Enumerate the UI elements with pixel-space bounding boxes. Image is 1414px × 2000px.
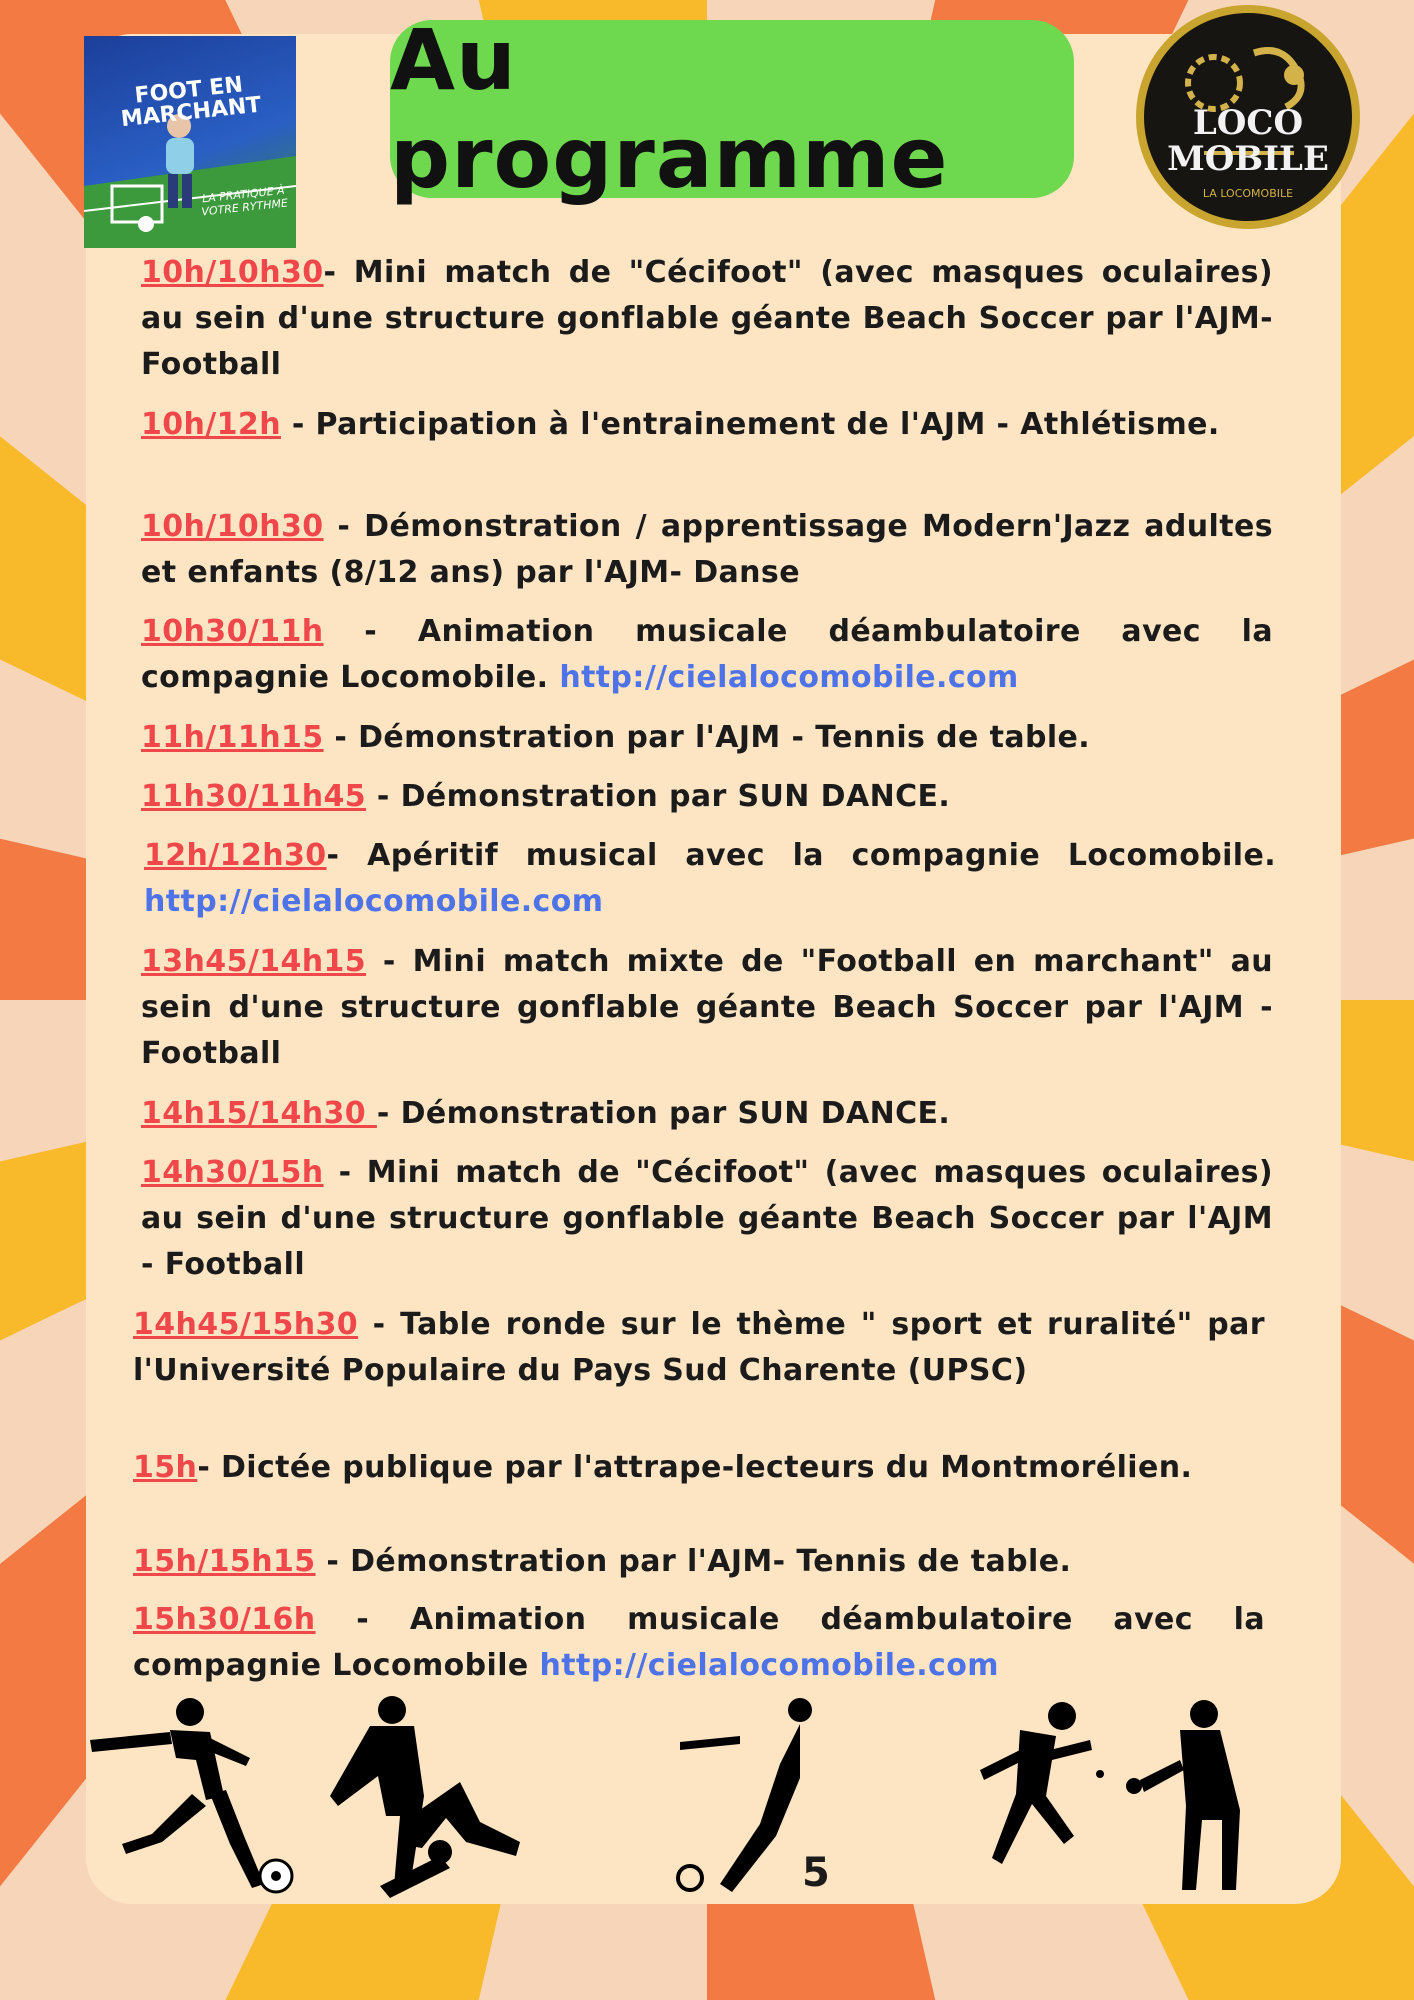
table-tennis-player-icon	[1096, 1700, 1240, 1890]
item-text: - Participation à l'entrainement de l'AJM - Athlétisme.	[280, 407, 1220, 442]
logo-right-title: LOCO MOBILE	[1167, 103, 1329, 179]
program-item	[133, 1302, 1265, 1394]
item-time: 10h/10h30	[141, 255, 324, 290]
item-text: - Démonstration / apprentissage Modern'Jazz adultes et enfants (8/12 ans) par l'AJM- Danse	[141, 509, 1273, 590]
logo-left-title: FOOT EN MARCHANT	[119, 72, 263, 133]
locomobile-link[interactable]: http://cielalocomobile.com	[144, 884, 604, 919]
item-text: - Mini match mixte de "Football en marchant" au sein d'une structure gonflable géante Beach Soccer par l'AJM - Football	[141, 944, 1273, 1071]
program-item	[141, 1091, 1273, 1137]
item-text: - Démonstration par SUN DANCE.	[366, 779, 951, 814]
page-number: 5	[802, 1850, 830, 1896]
item-time: 10h/10h30	[141, 509, 324, 544]
item-text: - Apéritif musical avec la compagnie Locomobile.	[326, 838, 1276, 873]
football-player-icon	[90, 1698, 264, 1888]
logo-left-tagline: LA PRATIQUE À VOTRE RYTHME	[200, 183, 289, 219]
item-text: - Animation musicale déambulatoire avec la compagnie Locomobile.	[141, 614, 1273, 695]
item-time: 11h30/11h45	[141, 779, 367, 814]
program-item	[133, 1539, 1265, 1585]
logo-right-subtitle: LA LOCOMOBILE	[1202, 187, 1294, 200]
volleyball-player-icon	[678, 1698, 812, 1892]
item-text: - Animation musicale déambulatoire avec la compagnie Locomobile	[133, 1602, 1265, 1683]
item-time: 15h	[133, 1450, 198, 1485]
football-field-icon	[84, 36, 296, 248]
program-item	[141, 250, 1273, 388]
item-time: 13h45/14h15	[141, 944, 367, 979]
item-text: - Démonstration par l'AJM- Tennis de table.	[315, 1544, 1072, 1579]
item-time: 11h/11h15	[141, 720, 324, 755]
soccer-ball-icon	[260, 1860, 292, 1892]
item-time: 14h45/15h30	[133, 1307, 359, 1342]
title-banner	[390, 11, 1074, 207]
locomobile-link[interactable]: http://cielalocomobile.com	[559, 660, 1019, 695]
item-time: 14h15/14h30	[141, 1096, 377, 1131]
item-text: - Mini match de "Cécifoot" (avec masques oculaires) au sein d'une structure gonflable géante Beach Soccer par l'AJM - Football	[141, 1155, 1273, 1282]
item-time: 12h/12h30	[144, 838, 327, 873]
item-time: 14h30/15h	[141, 1155, 324, 1190]
page-title: Au programme	[390, 11, 949, 207]
program-item	[141, 939, 1273, 1077]
program-item	[133, 1597, 1265, 1689]
item-time: 15h30/16h	[133, 1602, 316, 1637]
item-text: - Démonstration par l'AJM - Tennis de table.	[323, 720, 1091, 755]
dancers-icon	[330, 1696, 520, 1898]
item-text: - Dictée publique par l'attrape-lecteurs du Montmorélien.	[197, 1450, 1193, 1485]
program-item	[144, 833, 1276, 925]
program-item	[141, 609, 1273, 701]
item-time: 15h/15h15	[133, 1544, 316, 1579]
locomobile-logo	[1136, 5, 1360, 229]
program-item	[141, 1150, 1273, 1288]
program-item	[141, 774, 1273, 820]
item-text: - Table ronde sur le thème " sport et ruralité" par l'Université Populaire du Pays Sud Charente (UPSC)	[133, 1307, 1265, 1388]
program-item	[141, 715, 1273, 761]
locomobile-link[interactable]: http://cielalocomobile.com	[539, 1648, 999, 1683]
runner-icon	[980, 1702, 1092, 1864]
item-time: 10h/12h	[141, 407, 281, 442]
foot-en-marchant-logo	[84, 36, 296, 248]
item-text: - Mini match de "Cécifoot" (avec masques oculaires) au sein d'une structure gonflable géante Beach Soccer par l'AJM-Football	[141, 255, 1273, 382]
item-text: - Démonstration par SUN DANCE.	[376, 1096, 951, 1131]
program-item	[141, 402, 1273, 448]
program-item	[133, 1445, 1303, 1491]
sports-silhouettes	[80, 1690, 1340, 1910]
program-item	[141, 504, 1273, 596]
item-time: 10h30/11h	[141, 614, 324, 649]
